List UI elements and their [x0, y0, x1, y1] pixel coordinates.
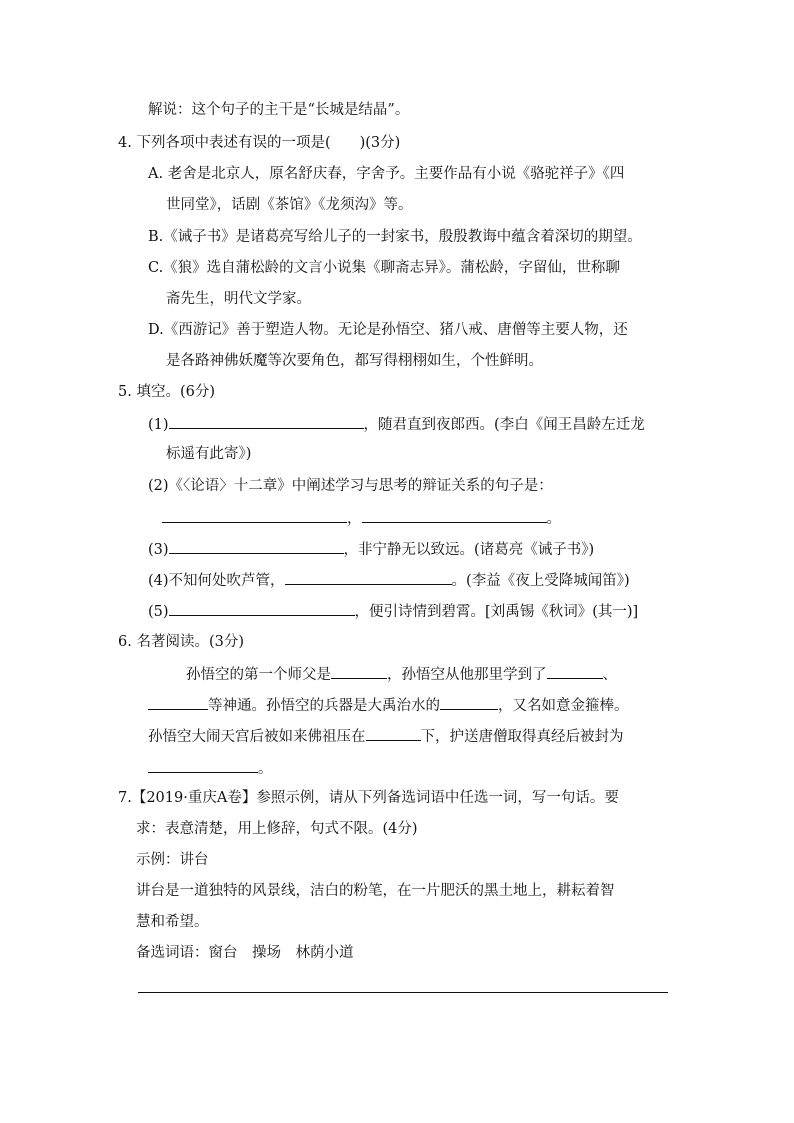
- answer-blank[interactable]: [366, 725, 421, 741]
- answer-blank[interactable]: [362, 507, 547, 523]
- q4-option-c-cont: 斋先生，明代文学家。: [166, 291, 311, 307]
- q7-example-label: 示例：讲台: [136, 852, 209, 868]
- q7-stem: 7.【2019·重庆A卷】参照示例，请从下列备选词语中任选一词，写一句话。要: [118, 790, 619, 806]
- answer-blank[interactable]: [169, 600, 355, 616]
- q5-item-5-num: (5): [148, 604, 169, 620]
- q5-item-3-text: ，非宁静无以致远。(诸葛亮《诫子书》): [343, 542, 595, 558]
- q6-line-1: [186, 663, 617, 685]
- q6-text: ，孙悟空从他那里学到了: [387, 667, 547, 683]
- q5-item-2-end: 。: [546, 511, 561, 527]
- answer-blank[interactable]: [331, 663, 387, 679]
- q5-item-1: [148, 413, 645, 435]
- q6-stem: 6. 名著阅读。(3分): [118, 634, 244, 650]
- answer-line[interactable]: [138, 992, 668, 993]
- q5-item-4-post: 。(李益《夜上受降城闻笛》): [451, 573, 630, 589]
- answer-blank[interactable]: [148, 757, 258, 773]
- q7-stem-cont: 求：表意清楚，用上修辞，句式不限。(4分): [136, 821, 418, 837]
- q5-item-4: [148, 569, 630, 591]
- q6-line-4: [148, 757, 273, 779]
- q6-text: 孙悟空的第一个师父是: [186, 667, 331, 683]
- q5-item-2-blanks: [162, 507, 561, 529]
- q6-text: 下，护送唐僧取得真经后被封为: [420, 729, 624, 745]
- answer-blank[interactable]: [285, 569, 452, 585]
- q5-item-1-text: ，随君直到夜郎西。(李白《闻王昌龄左迁龙: [363, 417, 645, 433]
- explanation-line: 解说：这个句子的主干是“长城是结晶”。: [148, 102, 410, 118]
- q5-item-5: [148, 600, 638, 622]
- q7-example-text: 讲台是一道独特的风景线，洁白的粉笔，在一片肥沃的黑土地上，耕耘着智: [136, 883, 615, 899]
- answer-blank[interactable]: [547, 663, 603, 679]
- answer-blank[interactable]: [162, 507, 347, 523]
- q6-text: 等神通。孙悟空的兵器是大禹治水的: [208, 698, 440, 714]
- q6-text: 、: [602, 667, 617, 683]
- q6-text: 。: [258, 761, 273, 777]
- q4-option-c: C.《狼》选自蒲松龄的文言小说集《聊斋志异》。蒲松龄，字留仙，世称聊: [148, 260, 620, 276]
- q5-item-2-text: (2)《〈论语〉十二章》中阐述学习与思考的辩证关系的句子是：: [148, 478, 553, 494]
- q4-option-b: B.《诫子书》是诸葛亮写给儿子的一封家书，殷殷教诲中蕴含着深切的期望。: [148, 229, 642, 245]
- q7-example-text-cont: 慧和希望。: [136, 914, 209, 930]
- q5-item-5-text: ，便引诗情到碧霄。[刘禹锡《秋词》(其一)]: [354, 604, 639, 620]
- q5-item-2-comma: ，: [347, 511, 362, 527]
- q5-item-1-num: (1): [148, 417, 169, 433]
- q4-option-a-cont: 世同堂》，话剧《茶馆》《龙须沟》等。: [166, 197, 413, 213]
- answer-blank[interactable]: [169, 413, 364, 429]
- answer-blank[interactable]: [169, 538, 344, 554]
- q7-word-options: 备选词语：窗台 操场 林荫小道: [136, 945, 354, 961]
- q6-text: ，又名如意金箍棒。: [498, 698, 629, 714]
- q6-text: 孙悟空大闹天宫后被如来佛祖压在: [148, 729, 366, 745]
- q6-line-3: [148, 725, 624, 747]
- q5-item-4-pre: (4)不知何处吹芦管，: [148, 573, 285, 589]
- q6-line-2: [148, 694, 629, 716]
- answer-blank[interactable]: [440, 694, 498, 710]
- q4-option-a: A. 老舍是北京人，原名舒庆春，字舍予。主要作品有小说《骆驼祥子》《四: [148, 166, 625, 182]
- answer-blank[interactable]: [148, 694, 208, 710]
- q4-option-d: D.《西游记》善于塑造人物。无论是孙悟空、猪八戒、唐僧等主要人物，还: [148, 322, 628, 338]
- q5-item-3: [148, 538, 594, 560]
- q5-stem: 5. 填空。(6分): [118, 384, 215, 400]
- q4-stem: 4. 下列各项中表述有误的一项是( )(3分): [118, 135, 401, 151]
- q5-item-3-num: (3): [148, 542, 169, 558]
- q5-item-1-cont: 标遥有此寄》): [166, 446, 252, 462]
- q4-option-d-cont: 是各路神佛妖魔等次要角色，都写得栩栩如生，个性鲜明。: [166, 353, 543, 369]
